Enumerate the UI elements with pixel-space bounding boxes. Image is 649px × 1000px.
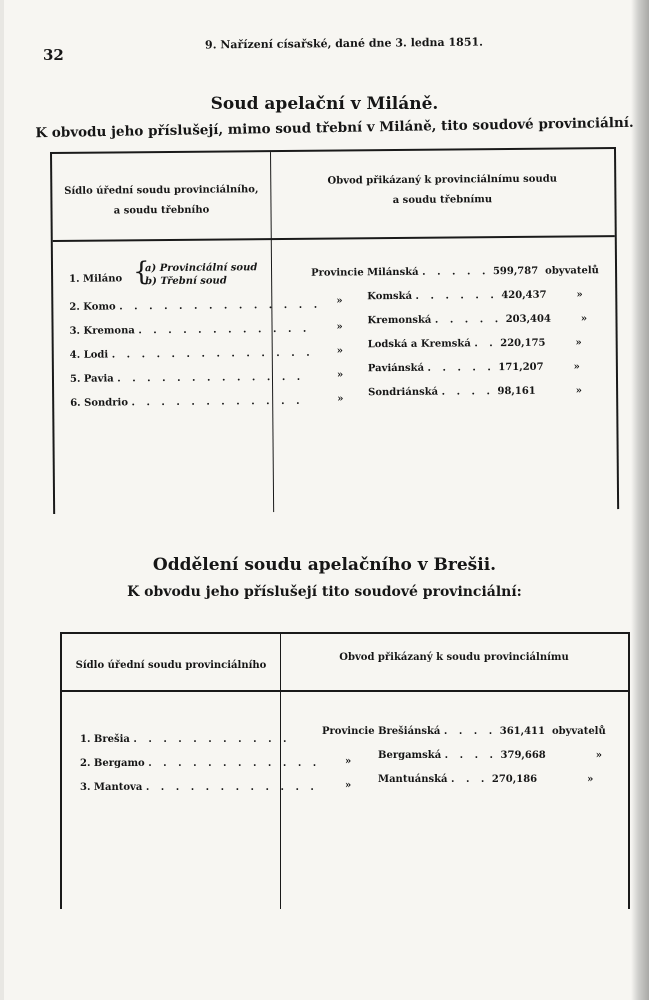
col1-header: Sídlo úřední soudu provinciálního, a soudu třebního [64, 184, 259, 217]
ditto-mark: » [337, 393, 344, 405]
province-row: Sondriánská . . . . 98,161 » [368, 385, 583, 399]
section1-title: Soud apelační v Miláně. [210, 94, 439, 114]
province-row: Komská . . . . . . 420,437 » [367, 289, 583, 303]
seat-row: 1. Brešia . . . . . . . . . . . [80, 734, 291, 745]
seat-row: 5. Pavia . . . . . . . . . . . . . [69, 371, 305, 385]
header-rule [53, 235, 615, 242]
section2-table [60, 632, 630, 909]
ditto-mark: » [336, 369, 344, 381]
province-row: Provincie Milánská . . . . . 599,787 obyvatelů [311, 265, 599, 279]
ditto-mark: » [336, 321, 343, 333]
page-left-edge [0, 0, 4, 1000]
ditto-mark: » [336, 295, 343, 307]
province-row: Lodská a Kremská . . 220,175 » [367, 337, 582, 351]
brace: { [132, 257, 150, 288]
col2-header: Obvod přikázaný k soudu provinciálnímu [339, 652, 569, 663]
seat-row: 4. Lodi . . . . . . . . . . . . . . [69, 347, 314, 361]
milano-trade-court: b) Třební soud [145, 275, 227, 288]
col2-header: Obvod přikázaný k provinciálnímu soudu a soudu třebnímu [327, 173, 558, 207]
province-row: Provincie Brešiánská . . . . 361,411 obyvatelů [322, 726, 606, 737]
section2-title: Oddělení soudu apelačního v Brešii. [152, 555, 497, 575]
ditto-mark: » [336, 345, 344, 357]
section1-table [50, 147, 619, 514]
province-row: Kremonská . . . . . 203,404 » [367, 313, 588, 327]
milano-provincial-court: a) Provinciální soud [144, 262, 258, 275]
col1-header: Sídlo úřední soudu provinciálního [75, 660, 267, 671]
seat-milano: 1. Miláno [69, 273, 123, 285]
seat-row: 3. Mantova . . . . . . . . . . . . [80, 782, 318, 793]
province-row: Paviánská . . . . . 171,207 » [367, 361, 580, 375]
page-right-edge-shadow [631, 0, 649, 1000]
column-divider [280, 634, 281, 909]
seat-row: 6. Sondrio . . . . . . . . . . . . [70, 395, 304, 409]
running-head: 9. Nařízení císařské, dané dne 3. ledna 1851. [204, 35, 483, 52]
section2-subtitle: K obvodu jeho příslušejí tito soudové provinciální: [127, 584, 522, 600]
seat-row: 2. Komo . . . . . . . . . . . . . . [69, 299, 322, 313]
page-number: 32 [43, 46, 64, 64]
section1-subtitle: K obvodu jeho příslušejí, mimo soud třební v Miláně, tito soudové provinciální. [35, 114, 634, 142]
ditto-mark: » [345, 756, 352, 767]
ditto-mark: » [345, 780, 352, 791]
header-rule [62, 690, 628, 692]
seat-row: 2. Bergamo . . . . . . . . . . . . [80, 758, 321, 769]
province-row: Bergamská . . . . 379,668 » [378, 750, 603, 761]
province-row: Mantuánská . . . 270,186 » [378, 774, 594, 785]
seat-row: 3. Kremona . . . . . . . . . . . . [69, 323, 311, 337]
